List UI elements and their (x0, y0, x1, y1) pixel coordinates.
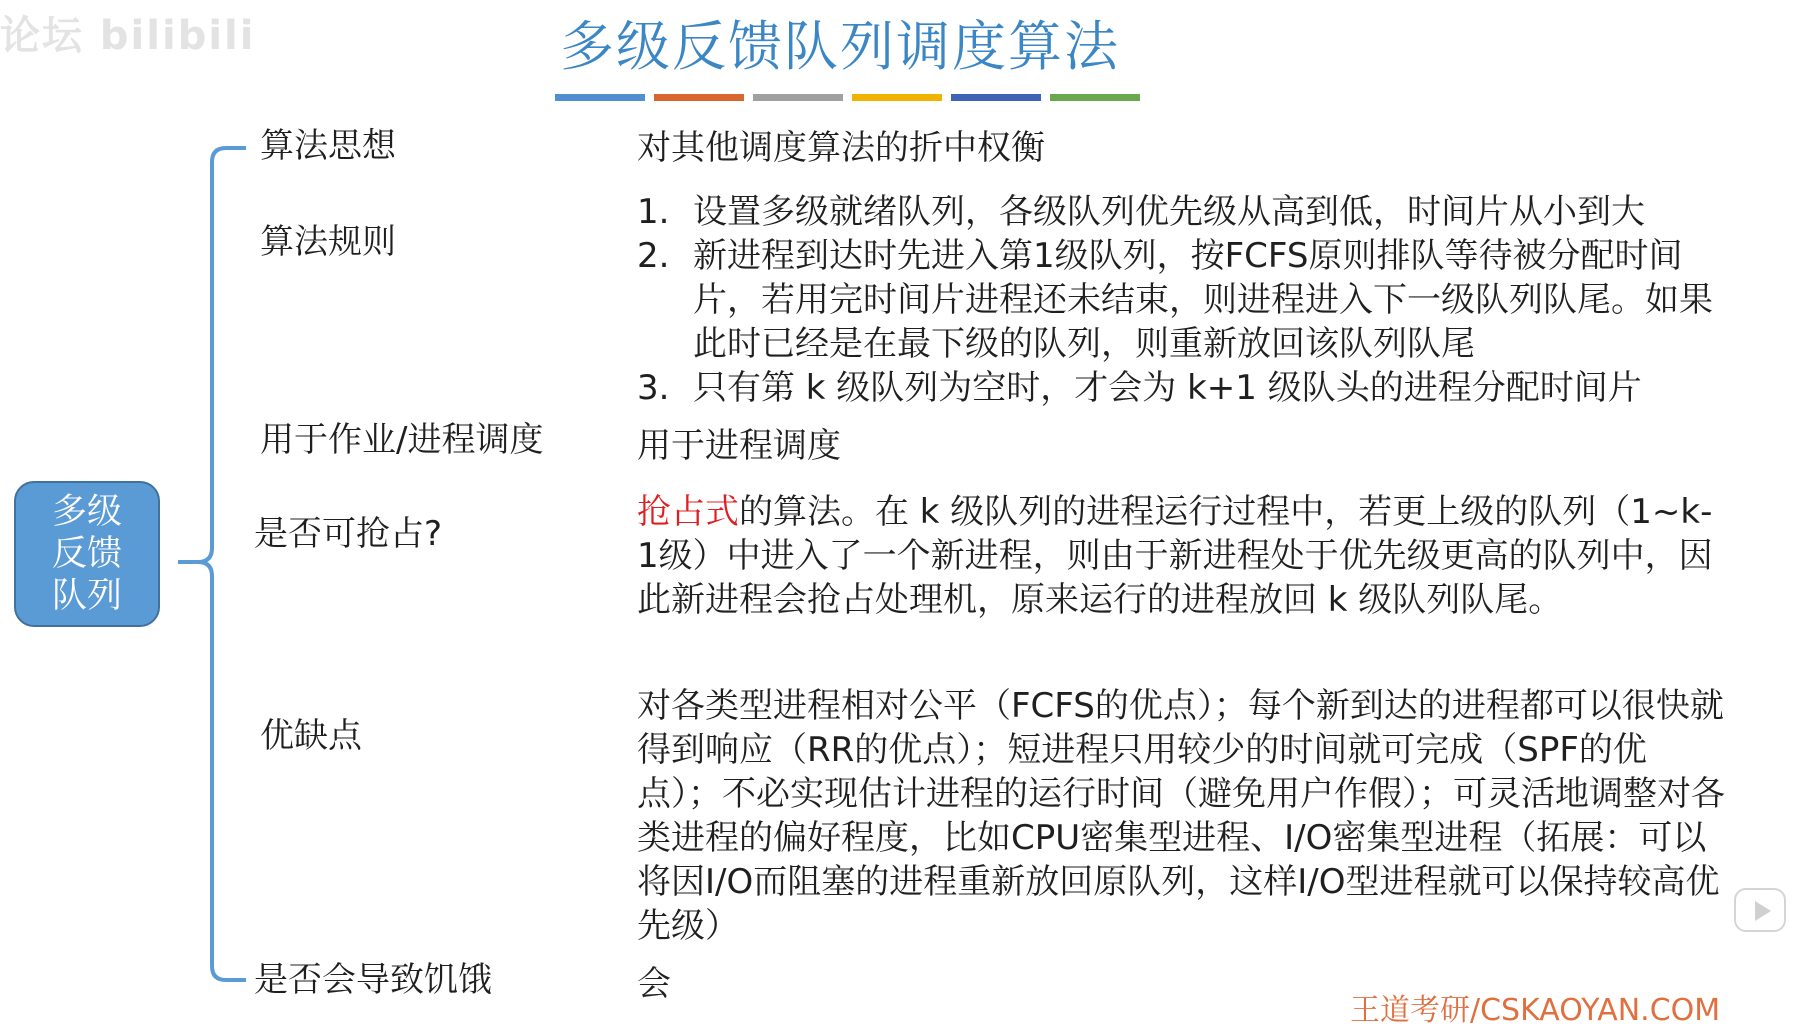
preemptive-highlight: 抢占式 (637, 492, 739, 532)
label-scheduling-usage: 用于作业/进程调度 (260, 420, 544, 460)
rule-item (637, 190, 1727, 234)
root-node-label: 多级反馈队列 (51, 492, 122, 616)
label-preemptive: 是否可抢占? (254, 514, 443, 554)
rule-number: 2. (637, 236, 670, 276)
content-algorithm-idea: 对其他调度算法的折中权衡 (637, 128, 1045, 168)
content-pros-cons: 对各类型进程相对公平（FCFS的优点）；每个新到达的进程都可以很快就得到响应（RR的优点）；短进程只用较少的时间就可完成（SPF的优点）；不必实现估计进程的运行时间（避免用户作假）；可灵活地调整对各类进程的偏好程度，比如CPU密集型进程、I/O密集型进程（拓展：可以将因I/O而阻塞的进程重新放回原队列，这样I/O型进程就可以保持较高优先级） (637, 686, 1725, 946)
rule-number: 3. (637, 368, 670, 408)
content-scheduling-usage: 用于进程调度 (637, 426, 841, 466)
rules-list (637, 190, 1727, 410)
label-pros-cons: 优缺点 (260, 716, 362, 756)
label-algorithm-rules: 算法规则 (260, 222, 396, 262)
label-algorithm-idea: 算法思想 (260, 126, 396, 166)
footer-brand: 王道考研/CSKAOYAN.COM (1350, 993, 1721, 1028)
content-starvation: 会 (637, 964, 671, 1004)
rule-text: 新进程到达时先进入第1级队列，按FCFS原则排队等待被分配时间片，若用完时间片进程还未结束，则进程进入下一级队列队尾。如果此时已经是在最下级的队列，则重新放回该队列队尾 (693, 236, 1713, 364)
play-icon[interactable] (1734, 888, 1786, 932)
content-algorithm-rules (637, 190, 1727, 410)
rule-number: 1. (637, 192, 670, 232)
root-node (14, 481, 160, 627)
preemptive-text: 的算法。在 k 级队列的进程运行过程中，若更上级的队列（1~k-1级）中进入了一个新进程，则由于新进程处于优先级更高的队列中，因此新进程会抢占处理机，原来运行的进程放回 k 级队列队尾。 (637, 492, 1713, 620)
label-starvation: 是否会导致饥饿 (254, 960, 492, 1000)
rule-text: 设置多级就绪队列，各级队列优先级从高到低，时间片从小到大 (693, 192, 1645, 232)
content-preemptive (637, 490, 1727, 622)
site-watermark: 论坛 bilibili (0, 13, 256, 59)
rule-item (637, 366, 1727, 410)
rule-item (637, 234, 1727, 366)
rule-text: 只有第 k 级队列为空时，才会为 k+1 级队头的进程分配时间片 (693, 368, 1642, 408)
page-title: 多级反馈队列调度算法 (560, 15, 1120, 78)
